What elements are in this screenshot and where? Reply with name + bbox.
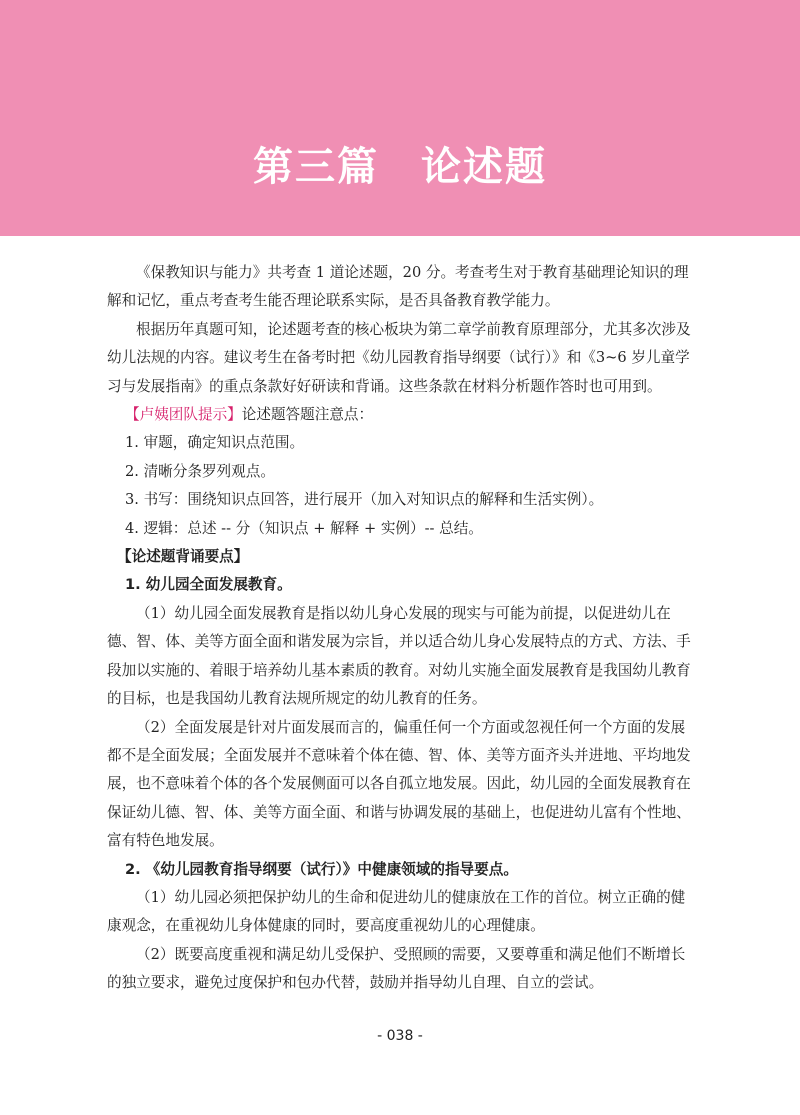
page-content [107, 259, 693, 998]
tip-line [107, 401, 693, 429]
topic-paragraph: （1）幼儿园必须把保护幼儿的生命和促进幼儿的健康放在工作的首位。树立正确的健康观念，在重视幼儿身体健康的同时，要高度重视幼儿的心理健康。 [107, 888, 686, 935]
intro-paragraph: 《保教知识与能力》共考查 1 道论述题，20 分。考查考生对于教育基础理论知识的理解和记忆，重点考查考生能否理论联系实际，是否具备教育教学能力。 [107, 264, 689, 310]
tip-item: 3. 书写：围绕知识点回答，进行展开（加入对知识点的解释和生活实例）。 [125, 491, 604, 509]
tip-label: 【卢姨团队提示】 [125, 406, 242, 424]
chapter-title: 第三篇 论述题 [253, 144, 547, 190]
topic-paragraph: （1）幼儿园全面发展教育是指以幼儿身心发展的现实与可能为前提，以促进幼儿在德、智、体、美等方面全面和谐发展为宗旨，并以适合幼儿身心发展特点的方式、方法、手段加以实施的、着眼于培养幼儿基本素质的教育。对幼儿实施全面发展教育是我国幼儿教育的目标，也是我国幼儿教育法规所规定的幼儿教育的任务。 [107, 604, 691, 708]
topic-heading: 2. 《幼儿园教育指导纲要（试行）》中健康领域的指导要点。 [125, 860, 518, 878]
chapter-banner [0, 0, 800, 236]
intro-paragraph: 根据历年真题可知，论述题考查的核心板块为第二章学前教育原理部分，尤其多次涉及幼儿法规的内容。建议考生在备考时把《幼儿园教育指导纲要（试行）》和《3~6 岁儿童学习与发展指南》的重点条款好好研读和背诵。这些条款在材料分析题作答时也可用到。 [107, 320, 691, 395]
tip-item: 2. 清晰分条罗列观点。 [125, 462, 275, 480]
tip-item: 4. 逻辑：总述 -- 分（知识点 + 解释 + 实例）-- 总结。 [125, 519, 483, 537]
tip-item: 1. 审题，确定知识点范围。 [125, 434, 305, 452]
section-title: 【论述题背诵要点】 [117, 548, 249, 566]
topic-paragraph: （2）全面发展是针对片面发展而言的，偏重任何一个方面或忽视任何一个方面的发展都不是全面发展；全面发展并不意味着个体在德、智、体、美等方面齐头并进地、平均地发展，也不意味着个体的各个发展侧面可以各自孤立地发展。因此，幼儿园的全面发展教育在保证幼儿德、智、体、美等方面全面、和谐与协调发展的基础上，也促进幼儿富有个性地、富有特色地发展。 [107, 718, 691, 850]
topic-heading: 1. 幼儿园全面发展教育。 [125, 576, 292, 594]
topic-paragraph: （2）既要高度重视和满足幼儿受保护、受照顾的需要，又要尊重和满足他们不断增长的独立要求，避免过度保护和包办代替，鼓励并指导幼儿自理、自立的尝试。 [107, 945, 686, 992]
page-number: - 038 - [377, 1028, 423, 1044]
tip-text: 论述题答题注意点： [241, 406, 374, 424]
